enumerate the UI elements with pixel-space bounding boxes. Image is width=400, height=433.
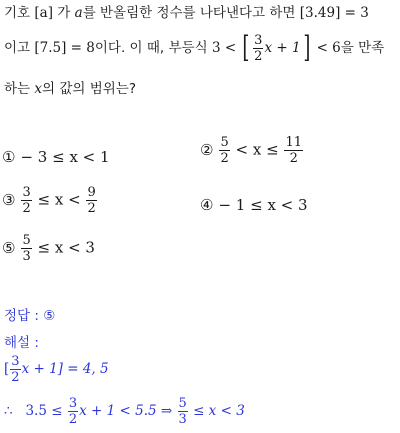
fraction bbox=[10, 355, 20, 384]
left-bracket: [ bbox=[242, 30, 250, 65]
fraction-denominator: 3 bbox=[22, 249, 31, 264]
fraction bbox=[219, 136, 229, 165]
option-1[interactable] bbox=[2, 148, 110, 166]
fraction-denominator: 2 bbox=[254, 48, 263, 64]
option-marker: ⑤ bbox=[2, 238, 16, 257]
question-line-2 bbox=[4, 30, 385, 65]
solution-step-1 bbox=[4, 355, 109, 384]
question-text: 이다. 이 때, 부등식 bbox=[94, 40, 208, 56]
math-example-2: [7.5] = 8 bbox=[34, 40, 95, 56]
option-text: − 1 ≤ x < 3 bbox=[218, 196, 308, 214]
math-inequality-left: 3 < bbox=[211, 40, 237, 56]
fraction-denominator: 2 bbox=[11, 370, 20, 385]
option-text: ≤ x < 3 bbox=[37, 238, 95, 257]
question-text: 기호 bbox=[4, 5, 31, 21]
math-var-x: x bbox=[34, 81, 43, 97]
fraction bbox=[86, 186, 96, 215]
math-example-1: [3.49] = 3 bbox=[299, 5, 369, 21]
solution-expression: 3.5 ≤ bbox=[25, 403, 63, 419]
question-line-3 bbox=[4, 77, 136, 97]
fraction bbox=[68, 397, 78, 426]
explanation-label: 해설 : bbox=[4, 335, 39, 351]
fraction-numerator: 9 bbox=[87, 185, 96, 200]
solution-expression: ≤ x < 3 bbox=[193, 403, 245, 419]
right-bracket: ] bbox=[302, 30, 310, 65]
math-inequality-right: < 6 bbox=[316, 40, 341, 56]
fraction-numerator: 5 bbox=[22, 233, 31, 248]
fraction-denominator: 2 bbox=[87, 201, 96, 216]
question-text: 가 bbox=[57, 5, 71, 21]
question-line-1 bbox=[4, 1, 369, 21]
question-text: 하는 bbox=[4, 81, 31, 97]
fraction-numerator: 3 bbox=[11, 354, 20, 369]
question-text: 의 값의 범위는? bbox=[42, 81, 137, 97]
option-text: ≤ x < bbox=[37, 190, 81, 209]
question-text: 이고 bbox=[4, 40, 31, 56]
solution-expression: x + 1] = 4, 5 bbox=[21, 361, 109, 377]
option-marker: ④ bbox=[200, 196, 214, 214]
fraction-denominator: 2 bbox=[220, 151, 229, 166]
fraction-numerator: 3 bbox=[254, 32, 263, 48]
question-text: 을 만족 bbox=[340, 40, 385, 56]
option-4[interactable] bbox=[200, 196, 308, 214]
option-5[interactable] bbox=[2, 234, 95, 263]
fraction bbox=[178, 397, 188, 426]
math-bracket-a: [a] bbox=[34, 5, 53, 21]
fraction bbox=[21, 186, 31, 215]
option-marker: ① bbox=[2, 148, 16, 166]
option-2[interactable] bbox=[200, 136, 304, 165]
bracket-open: [ bbox=[4, 361, 10, 377]
fraction-denominator: 3 bbox=[178, 412, 187, 427]
option-marker: ③ bbox=[2, 190, 16, 209]
option-3[interactable] bbox=[2, 186, 98, 215]
answer-label: 정답 : ⑤ bbox=[4, 308, 56, 324]
fraction-numerator: 3 bbox=[68, 396, 78, 411]
solution-expression: x + 1 < 5.5 ⇒ bbox=[79, 403, 173, 419]
therefore-symbol: ∴ bbox=[4, 403, 13, 419]
option-text: < x ≤ bbox=[235, 140, 279, 159]
fraction-denominator: 2 bbox=[289, 151, 298, 166]
fraction-denominator: 2 bbox=[68, 412, 78, 427]
fraction bbox=[284, 136, 303, 165]
fraction-numerator: 5 bbox=[178, 396, 187, 411]
option-marker: ② bbox=[200, 140, 214, 159]
fraction-numerator: 5 bbox=[220, 135, 229, 150]
fraction-numerator: 3 bbox=[22, 185, 31, 200]
fraction bbox=[253, 34, 263, 63]
solution-step-2 bbox=[4, 397, 245, 426]
question-text: 를 반올림한 정수를 나타낸다고 하면 bbox=[82, 5, 296, 21]
option-text: − 3 ≤ x < 1 bbox=[20, 148, 110, 166]
math-var-a: a bbox=[74, 5, 83, 21]
fraction-numerator: 11 bbox=[285, 135, 302, 150]
math-expression: x + 1 bbox=[264, 40, 301, 56]
fraction bbox=[21, 234, 31, 263]
fraction-denominator: 2 bbox=[22, 201, 31, 216]
